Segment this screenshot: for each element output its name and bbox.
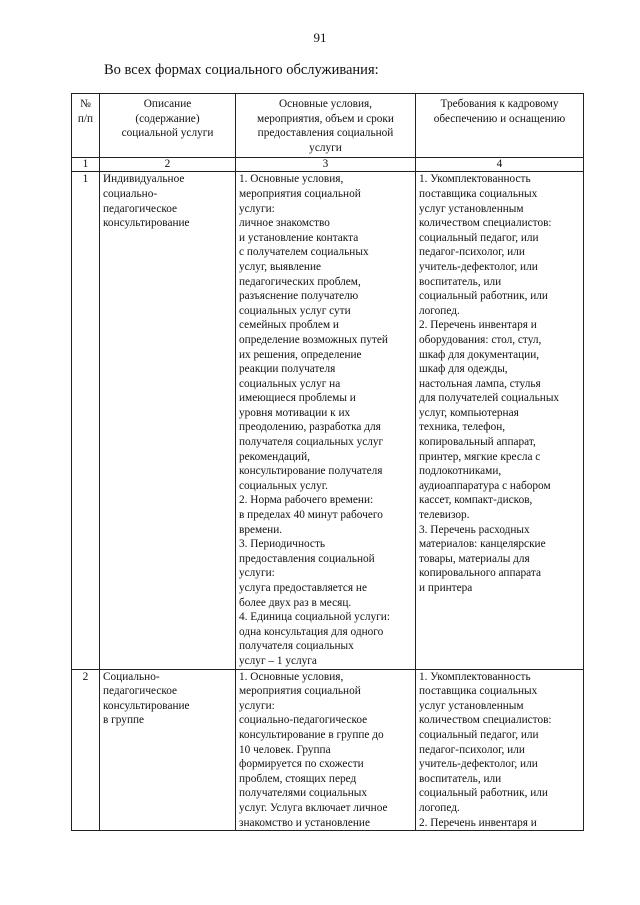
text-line: кассет, компакт-дисков, (419, 494, 533, 507)
text-line: оборудования: стол, стул, (419, 333, 542, 346)
text-line: социальных услуг на (239, 377, 341, 390)
text-line: получателями социальных (239, 787, 367, 800)
text-line: личное знакомство (239, 217, 330, 230)
text-line: социальный работник, или (419, 290, 548, 303)
intro-text: Во всех формах социального обслуживания: (104, 62, 379, 78)
text-line: педагогическое (103, 202, 178, 215)
text-line: 2. Норма рабочего времени: (239, 494, 374, 507)
text-line: количеством специалистов: (419, 217, 552, 230)
text-line: поставщика социальных (419, 685, 538, 698)
text-line: 4. Единица социальной услуги: (239, 611, 390, 624)
header-line: (содержание) (135, 112, 200, 125)
header-line: Описание (143, 98, 192, 110)
text-line: 3. Периодичность (239, 538, 326, 551)
text-line: подлокотниками, (419, 465, 502, 478)
text-line: в группе (103, 714, 145, 727)
header-line: социальной услуги (121, 127, 214, 140)
text-line: социально-педагогическое (239, 714, 368, 727)
text-line: товары, материалы для (419, 552, 530, 565)
text-line: воспитатель, или (419, 275, 502, 288)
text-line: преодолению, разработка для (239, 421, 381, 434)
text-line: 10 человек. Группа (239, 743, 331, 756)
row-number: 1 (72, 172, 100, 669)
header-cell-conditions (236, 94, 416, 158)
description-cell (100, 669, 236, 831)
column-number: 2 (100, 158, 236, 172)
text-line: шкаф для документации, (419, 348, 540, 361)
text-line: услуги: (239, 567, 275, 580)
text-line: Индивидуальное (103, 173, 185, 186)
services-table (71, 93, 584, 831)
text-line: принтер, мягкие кресла с (419, 450, 541, 463)
text-line: консультирование в группе до (239, 728, 384, 741)
conditions-cell (236, 669, 416, 831)
column-number: 4 (416, 158, 584, 172)
text-line: педагог-психолог, или (419, 246, 525, 259)
text-line: Социально- (103, 670, 160, 683)
header-cell-number (72, 94, 100, 158)
requirements-cell (416, 172, 584, 669)
text-line: услуг, компьютерная (419, 406, 519, 419)
text-line: логопед. (419, 801, 460, 814)
description-cell (100, 172, 236, 669)
text-line: логопед. (419, 304, 460, 317)
text-line: шкаф для одежды, (419, 363, 508, 376)
text-line: консультирование (103, 217, 190, 230)
text-line: консультирование (103, 699, 190, 712)
text-line: услуга предоставляется не (239, 582, 367, 594)
text-line: знакомство и установление (239, 816, 370, 829)
text-line: поставщика социальных (419, 187, 538, 200)
header-cell-requirements (416, 94, 584, 158)
text-line: с получателем социальных (239, 246, 369, 259)
text-line: социальный педагог, или (419, 728, 539, 741)
text-line: техника, телефон, (419, 421, 506, 434)
text-line: 2. Перечень инвентаря и (419, 816, 537, 829)
text-line: получателя социальных услуг (239, 436, 384, 449)
text-line: социальный работник, или (419, 787, 548, 800)
text-line: услуг – 1 услуга (239, 654, 317, 667)
header-line: предоставления социальной (257, 127, 394, 140)
column-number: 1 (72, 158, 100, 172)
text-line: и принтера (419, 582, 473, 594)
header-line: № (80, 98, 91, 110)
text-line: консультирование получателя (239, 465, 383, 478)
text-line: рекомендаций, (239, 450, 310, 463)
text-line: социальных услуг. (239, 479, 328, 492)
text-line: услуг. Услуга включает личное (239, 801, 388, 814)
table-row (72, 172, 584, 669)
text-line: учитель-дефектолог, или (419, 758, 538, 771)
text-line: мероприятия социальной (239, 187, 361, 200)
text-line: услуг установленным (419, 202, 524, 215)
text-line: реакции получателя (239, 363, 336, 376)
text-line: более двух раз в месяц. (239, 596, 352, 609)
text-line: времени. (239, 523, 283, 536)
text-line: 1. Основные условия, (239, 670, 344, 683)
table-row (72, 669, 584, 831)
text-line: социально- (103, 187, 158, 200)
text-line: услуги: (239, 202, 275, 215)
text-line: получателя социальных (239, 640, 354, 653)
header-cell-description (100, 94, 236, 158)
text-line: в пределах 40 минут рабочего (239, 509, 383, 522)
row-number: 2 (72, 669, 100, 831)
header-line: услуги (309, 141, 342, 154)
text-line: социальный педагог, или (419, 231, 539, 244)
text-line: их решения, определение (239, 348, 362, 361)
text-line: материалов: канцелярские (419, 538, 546, 551)
page-number: 91 (313, 30, 327, 45)
text-line: 1. Укомплектованность (419, 173, 531, 186)
text-line: услуги: (239, 699, 275, 712)
header-line: мероприятия, объем и сроки (257, 112, 394, 125)
text-line: копировальный аппарат, (419, 436, 536, 449)
text-line: разъяснение получателю (239, 290, 359, 303)
text-line: мероприятия социальной (239, 685, 361, 698)
text-line: педагогическое (103, 685, 178, 698)
text-line: количеством специалистов: (419, 714, 552, 727)
text-line: семейных проблем и (239, 319, 339, 332)
text-line: услуг, выявление (239, 260, 322, 273)
header-line: п/п (77, 112, 94, 125)
text-line: учитель-дефектолог, или (419, 260, 538, 273)
text-line: 2. Перечень инвентаря и (419, 319, 537, 332)
text-line: 3. Перечень расходных (419, 523, 530, 536)
text-line: проблем, стоящих перед (239, 772, 357, 785)
text-line: телевизор. (419, 509, 470, 522)
header-line: обеспечению и оснащению (433, 112, 566, 125)
text-line: копировального аппарата (419, 567, 541, 580)
text-line: 1. Укомплектованность (419, 670, 531, 683)
text-line: уровня мотивации к их (239, 406, 351, 419)
text-line: имеющиеся проблемы и (239, 392, 356, 405)
text-line: определение возможных путей (239, 333, 388, 346)
text-line: педагогических проблем, (239, 275, 361, 288)
text-line: педагог-психолог, или (419, 743, 525, 756)
requirements-cell (416, 669, 584, 831)
text-line: настольная лампа, стулья (419, 377, 541, 390)
text-line: одна консультация для одного (239, 625, 384, 638)
column-number-row (72, 158, 584, 172)
column-number: 3 (236, 158, 416, 172)
header-line: Основные условия, (278, 98, 373, 110)
text-line: 1. Основные условия, (239, 173, 344, 186)
header-line: Требования к кадровому (440, 98, 559, 110)
text-line: социальных услуг сути (239, 304, 351, 317)
header-row (72, 94, 584, 158)
text-line: аудиоаппаратура с набором (419, 479, 551, 492)
text-line: предоставления социальной (239, 552, 375, 565)
text-line: воспитатель, или (419, 772, 502, 785)
text-line: и установление контакта (239, 231, 359, 244)
conditions-cell (236, 172, 416, 669)
text-line: для получателей социальных (419, 392, 560, 405)
text-line: услуг установленным (419, 699, 524, 712)
text-line: формируется по схожести (239, 758, 364, 771)
